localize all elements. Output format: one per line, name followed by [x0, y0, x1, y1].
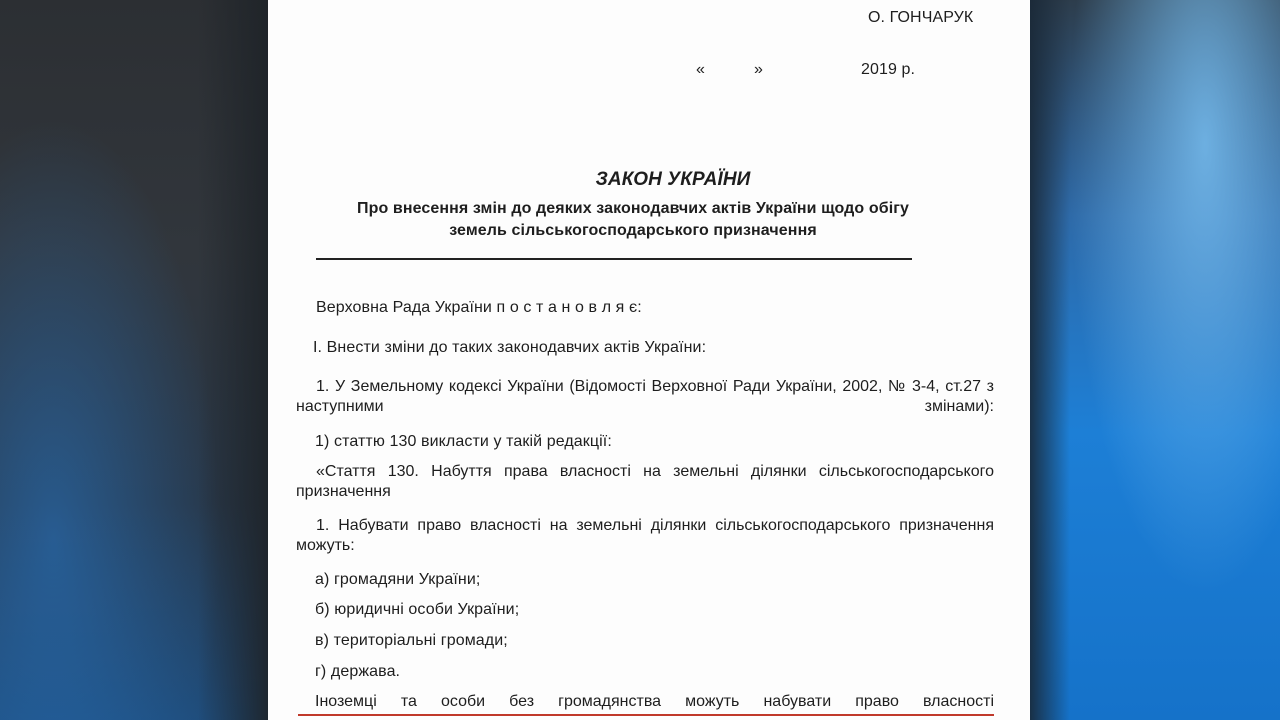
- council-resolution: Верховна Рада України п о с т а н о в л я є:: [316, 299, 642, 316]
- article-130-paragraph-1: 1. Набувати право власності на земельні ділянки сільськогосподарського призначення можуть:: [296, 517, 994, 554]
- law-title: ЗАКОН УКРАЇНИ: [595, 169, 751, 190]
- list-item: б) юридичні особи України;: [315, 601, 520, 618]
- item-1-land-code: 1. У Земельному кодексі України (Відомості Верховної Ради України, 2002, № 3-4, ст.27 з наступними змінами):: [296, 378, 994, 415]
- section-i: І. Внести зміни до таких законодавчих актів України:: [313, 339, 707, 356]
- list-item: г) держава.: [315, 663, 401, 680]
- list-item: в) територіальні громади;: [315, 632, 508, 649]
- red-underline: [298, 714, 994, 716]
- foreigners-paragraph: Іноземці та особи без громадянства можуть набувати право власності: [315, 693, 994, 710]
- law-subtitle: Про внесення змін до деяких законодавчих актів України щодо обігу земель сільськогосподарського призначення: [357, 200, 909, 239]
- article-130-instruction: 1) статтю 130 викласти у такій редакції:: [315, 433, 612, 450]
- author-name: О. ГОНЧАРУК: [868, 9, 974, 26]
- background-left: [0, 0, 268, 720]
- document-page: [268, 0, 1030, 720]
- list-item: а) громадяни України;: [315, 571, 481, 588]
- date-close-quote: »: [754, 61, 763, 78]
- date-year: 2019 р.: [861, 61, 916, 78]
- article-130-title: «Стаття 130. Набуття права власності на земельні ділянки сільськогосподарського призначення: [296, 463, 994, 500]
- background-right: [1030, 0, 1280, 720]
- title-divider: [316, 258, 912, 260]
- date-open-quote: «: [696, 61, 705, 78]
